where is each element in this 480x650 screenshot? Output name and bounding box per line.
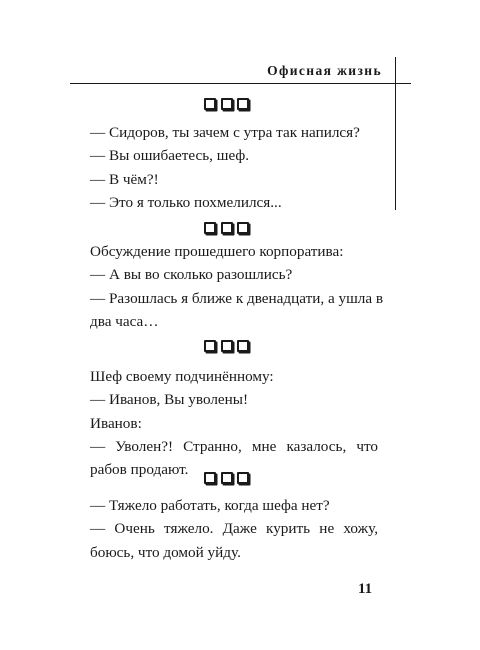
text-line: — Очень тяжело. Даже курить не хожу, (90, 520, 378, 538)
text-line: — А вы во сколько разошлись? (90, 266, 293, 284)
text-line: рабов продают. (90, 461, 189, 479)
section-separator (204, 98, 249, 110)
joke-block-4 (90, 494, 378, 564)
section-separator (204, 472, 249, 484)
box-icon (221, 222, 233, 234)
text-line: — Сидоров, ты зачем с утра так напился? (90, 124, 360, 141)
text-line: боюсь, что домой уйду. (90, 543, 241, 561)
text-line: — Разошлась я ближе к двенадцати, а ушла в (90, 289, 384, 307)
text-line: Иванов: (90, 414, 142, 432)
page-number: 11 (358, 581, 373, 597)
header-rule (70, 83, 411, 84)
text-line: — Уволен?! Странно, мне казалось, что (90, 437, 378, 455)
box-icon (204, 98, 216, 110)
box-icon (204, 472, 216, 484)
box-icon (237, 98, 249, 110)
box-icon (221, 340, 233, 352)
box-icon (204, 222, 216, 234)
box-icon (237, 340, 249, 352)
box-icon (237, 222, 249, 234)
header-vertical-rule (395, 57, 396, 210)
box-icon (237, 472, 249, 484)
box-icon (204, 340, 216, 352)
section-separator (204, 340, 249, 352)
running-head-title: Офисная жизнь (267, 63, 382, 78)
text-line: два часа… (90, 312, 159, 330)
joke-block-3 (90, 365, 378, 481)
joke-block-2 (90, 240, 384, 333)
text-line: — В чём?! (90, 170, 159, 188)
section-separator (204, 222, 249, 234)
box-icon (221, 472, 233, 484)
text-line: — Это я только похмелился... (90, 193, 282, 211)
text-line: — Иванов, Вы уволены! (90, 391, 249, 409)
box-icon (221, 98, 233, 110)
text-line: Шеф своему подчинённому: (90, 368, 274, 385)
text-line: — Вы ошибаетесь, шеф. (90, 147, 250, 165)
text-line: Обсуждение прошедшего корпоратива: (90, 243, 344, 260)
joke-block-1 (90, 121, 378, 214)
text-line: — Тяжело работать, когда шефа нет? (90, 497, 330, 514)
